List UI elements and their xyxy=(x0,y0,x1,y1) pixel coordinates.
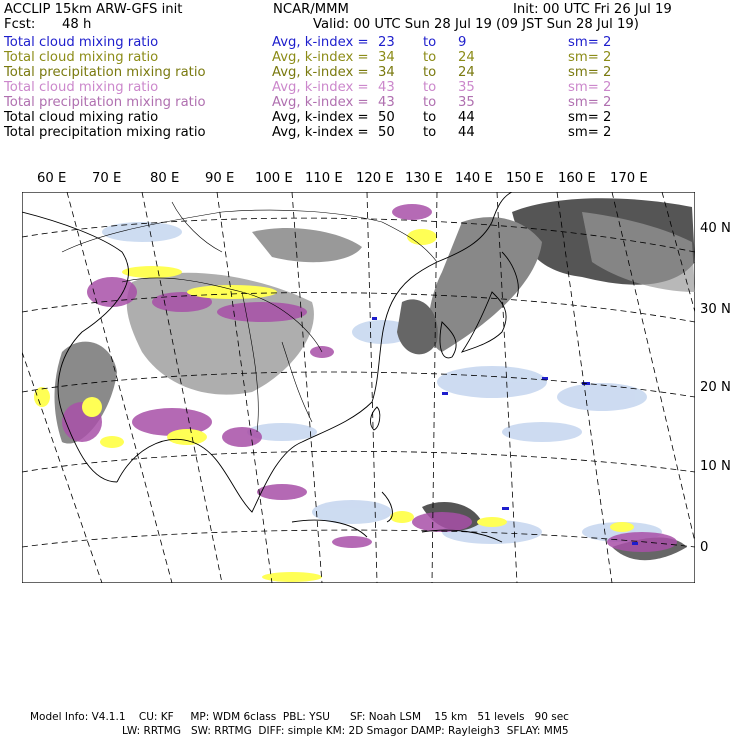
longitude-label: 100 E xyxy=(255,171,293,186)
legend-row-to: to xyxy=(423,80,437,95)
latitude-label: 0 xyxy=(700,540,709,555)
legend-row-to: to xyxy=(423,65,437,80)
legend-row-avg: Avg, k-index = xyxy=(272,125,369,140)
valid-time: Valid: 00 UTC Sun 28 Jul 19 (09 JST Sun 28 Jul 19) xyxy=(313,17,639,32)
latitude-label: 10 N xyxy=(700,459,731,474)
legend-row-to: to xyxy=(423,35,437,50)
legend-row-k1: 43 xyxy=(378,80,395,95)
legend-row-sm: sm= 2 xyxy=(568,95,612,110)
legend-row-k1: 50 xyxy=(378,125,395,140)
latitude-label: 30 N xyxy=(700,302,731,317)
legend-row-k2: 9 xyxy=(458,35,467,50)
longitude-label: 150 E xyxy=(506,171,544,186)
longitude-label: 110 E xyxy=(305,171,343,186)
legend-row-avg: Avg, k-index = xyxy=(272,95,369,110)
legend-row-avg: Avg, k-index = xyxy=(272,35,369,50)
init-time: Init: 00 UTC Fri 26 Jul 19 xyxy=(513,2,672,17)
legend-row-k1: 34 xyxy=(378,50,395,65)
legend-row-sm: sm= 2 xyxy=(568,50,612,65)
forecast-hours: 48 h xyxy=(62,17,92,32)
forecast-map xyxy=(22,192,695,583)
longitude-label: 80 E xyxy=(150,171,180,186)
legend-row-sm: sm= 2 xyxy=(568,65,612,80)
legend-row-k2: 44 xyxy=(458,125,475,140)
legend-row-sm: sm= 2 xyxy=(568,110,612,125)
legend-row-field: Total precipitation mixing ratio xyxy=(4,65,206,80)
longitude-label: 140 E xyxy=(455,171,493,186)
longitude-label: 60 E xyxy=(37,171,67,186)
legend-row-sm: sm= 2 xyxy=(568,80,612,95)
legend-row-k2: 35 xyxy=(458,80,475,95)
legend-row-to: to xyxy=(423,95,437,110)
legend-row-to: to xyxy=(423,125,437,140)
legend-row-k1: 50 xyxy=(378,110,395,125)
model-info-line2: LW: RRTMG SW: RRTMG DIFF: simple KM: 2D Smagor DAMP: Rayleigh3 SFLAY: MM5 xyxy=(122,725,569,737)
longitude-label: 120 E xyxy=(356,171,394,186)
legend-row-sm: sm= 2 xyxy=(568,35,612,50)
forecast-label: Fcst: xyxy=(4,17,36,32)
legend-row-avg: Avg, k-index = xyxy=(272,80,369,95)
legend-row-field: Total cloud mixing ratio xyxy=(4,35,159,50)
longitude-label: 70 E xyxy=(92,171,122,186)
legend-row-avg: Avg, k-index = xyxy=(272,110,369,125)
org-title: NCAR/MMM xyxy=(273,2,349,17)
legend-row-k2: 44 xyxy=(458,110,475,125)
legend-row-field: Total precipitation mixing ratio xyxy=(4,95,206,110)
legend-row-k1: 34 xyxy=(378,65,395,80)
latitude-label: 20 N xyxy=(700,380,731,395)
longitude-label: 90 E xyxy=(205,171,235,186)
legend-row-avg: Avg, k-index = xyxy=(272,65,369,80)
legend-row-field: Total cloud mixing ratio xyxy=(4,110,159,125)
longitude-label: 170 E xyxy=(610,171,648,186)
legend-row-field: Total cloud mixing ratio xyxy=(4,80,159,95)
longitude-label: 160 E xyxy=(558,171,596,186)
legend-row-k2: 24 xyxy=(458,65,475,80)
legend-row-field: Total precipitation mixing ratio xyxy=(4,125,206,140)
model-title: ACCLIP 15km ARW-GFS init xyxy=(4,2,183,17)
legend-row-sm: sm= 2 xyxy=(568,125,612,140)
legend-row-field: Total cloud mixing ratio xyxy=(4,50,159,65)
legend-row-to: to xyxy=(423,50,437,65)
longitude-label: 130 E xyxy=(405,171,443,186)
legend-row-avg: Avg, k-index = xyxy=(272,50,369,65)
latitude-label: 40 N xyxy=(700,221,731,236)
legend-row-k1: 43 xyxy=(378,95,395,110)
legend-row-to: to xyxy=(423,110,437,125)
legend-row-k2: 24 xyxy=(458,50,475,65)
legend-row-k2: 35 xyxy=(458,95,475,110)
legend-row-k1: 23 xyxy=(378,35,395,50)
model-info-line1: Model Info: V4.1.1 CU: KF MP: WDM 6class PBL: YSU SF: Noah LSM 15 km 51 levels 90 sec xyxy=(30,711,569,723)
